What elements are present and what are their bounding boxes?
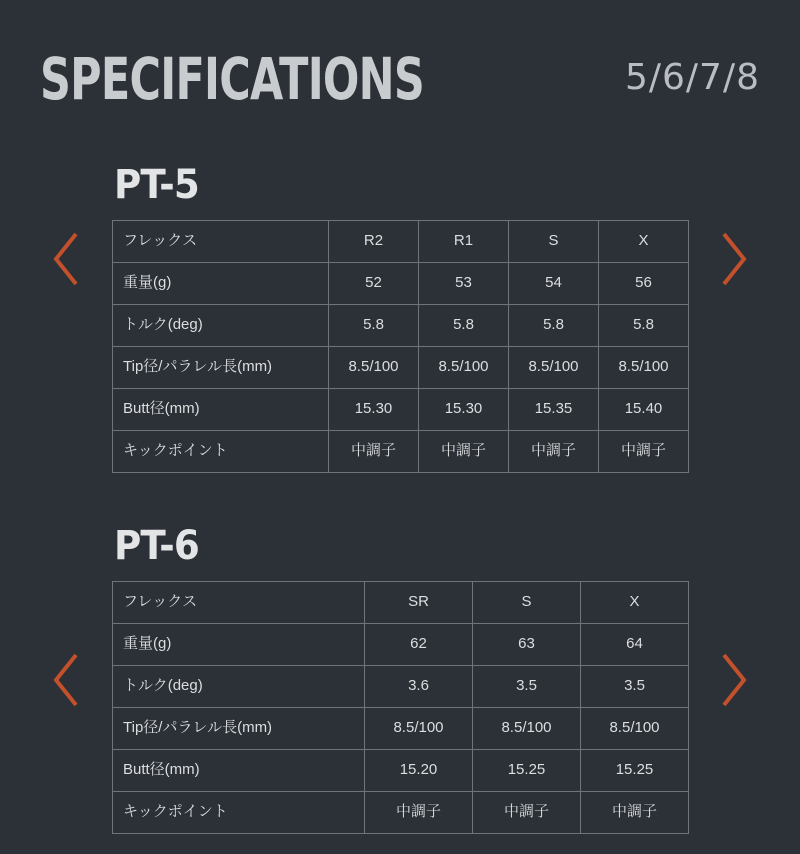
row-label: Tip径/パラレル長(mm) xyxy=(113,347,329,389)
cell: 中調子 xyxy=(473,792,581,834)
table-row xyxy=(113,582,689,624)
model-title-pt5: PT-5 xyxy=(114,162,199,208)
cell: SR xyxy=(365,582,473,624)
cell: 15.20 xyxy=(365,750,473,792)
cell: 62 xyxy=(365,624,473,666)
cell: 中調子 xyxy=(365,792,473,834)
cell: 56 xyxy=(599,263,689,305)
chevron-right-icon[interactable] xyxy=(716,651,750,709)
table-row xyxy=(113,263,689,305)
page-title: SPECIFICATIONS xyxy=(40,45,425,114)
row-label: キックポイント xyxy=(113,792,365,834)
cell: 5.8 xyxy=(419,305,509,347)
cell: 8.5/100 xyxy=(473,708,581,750)
cell: X xyxy=(599,221,689,263)
cell: 5.8 xyxy=(329,305,419,347)
cell: 3.5 xyxy=(473,666,581,708)
cell: 8.5/100 xyxy=(419,347,509,389)
cell: 3.6 xyxy=(365,666,473,708)
spec-section-pt5 xyxy=(0,162,800,473)
cell: 8.5/100 xyxy=(581,708,689,750)
row-label: キックポイント xyxy=(113,431,329,473)
model-title-pt6: PT-6 xyxy=(114,523,199,569)
cell: 中調子 xyxy=(419,431,509,473)
chevron-left-icon[interactable] xyxy=(50,651,84,709)
row-label: Butt径(mm) xyxy=(113,750,365,792)
table-row xyxy=(113,305,689,347)
table-row xyxy=(113,221,689,263)
row-label: 重量(g) xyxy=(113,263,329,305)
row-label: トルク(deg) xyxy=(113,305,329,347)
cell: X xyxy=(581,582,689,624)
cell: 52 xyxy=(329,263,419,305)
cell: 15.35 xyxy=(509,389,599,431)
cell: 8.5/100 xyxy=(599,347,689,389)
table-row xyxy=(113,624,689,666)
cell: 中調子 xyxy=(329,431,419,473)
table-row xyxy=(113,347,689,389)
page-range-label: 5/6/7/8 xyxy=(624,57,760,98)
chevron-left-icon[interactable] xyxy=(50,230,84,288)
spec-table-pt6 xyxy=(112,581,689,834)
cell: 5.8 xyxy=(509,305,599,347)
cell: 15.30 xyxy=(329,389,419,431)
cell: R2 xyxy=(329,221,419,263)
cell: 64 xyxy=(581,624,689,666)
chevron-right-icon[interactable] xyxy=(716,230,750,288)
spec-table-pt5 xyxy=(112,220,689,473)
cell: 中調子 xyxy=(599,431,689,473)
cell: 63 xyxy=(473,624,581,666)
table-row xyxy=(113,389,689,431)
row-label: Tip径/パラレル長(mm) xyxy=(113,708,365,750)
cell: 中調子 xyxy=(581,792,689,834)
cell: 8.5/100 xyxy=(509,347,599,389)
cell: 8.5/100 xyxy=(329,347,419,389)
table-row xyxy=(113,431,689,473)
row-label: トルク(deg) xyxy=(113,666,365,708)
cell: 15.25 xyxy=(581,750,689,792)
row-label: フレックス xyxy=(113,582,365,624)
spec-section-pt6 xyxy=(0,523,800,834)
cell: 中調子 xyxy=(509,431,599,473)
cell: 8.5/100 xyxy=(365,708,473,750)
cell: 15.30 xyxy=(419,389,509,431)
page-header xyxy=(0,0,800,114)
row-label: Butt径(mm) xyxy=(113,389,329,431)
cell: 15.40 xyxy=(599,389,689,431)
table-row xyxy=(113,750,689,792)
table-row xyxy=(113,792,689,834)
row-label: 重量(g) xyxy=(113,624,365,666)
cell: 3.5 xyxy=(581,666,689,708)
cell: R1 xyxy=(419,221,509,263)
cell: 5.8 xyxy=(599,305,689,347)
cell: 53 xyxy=(419,263,509,305)
cell: 15.25 xyxy=(473,750,581,792)
table-row xyxy=(113,666,689,708)
table-row xyxy=(113,708,689,750)
cell: S xyxy=(509,221,599,263)
row-label: フレックス xyxy=(113,221,329,263)
cell: 54 xyxy=(509,263,599,305)
cell: S xyxy=(473,582,581,624)
